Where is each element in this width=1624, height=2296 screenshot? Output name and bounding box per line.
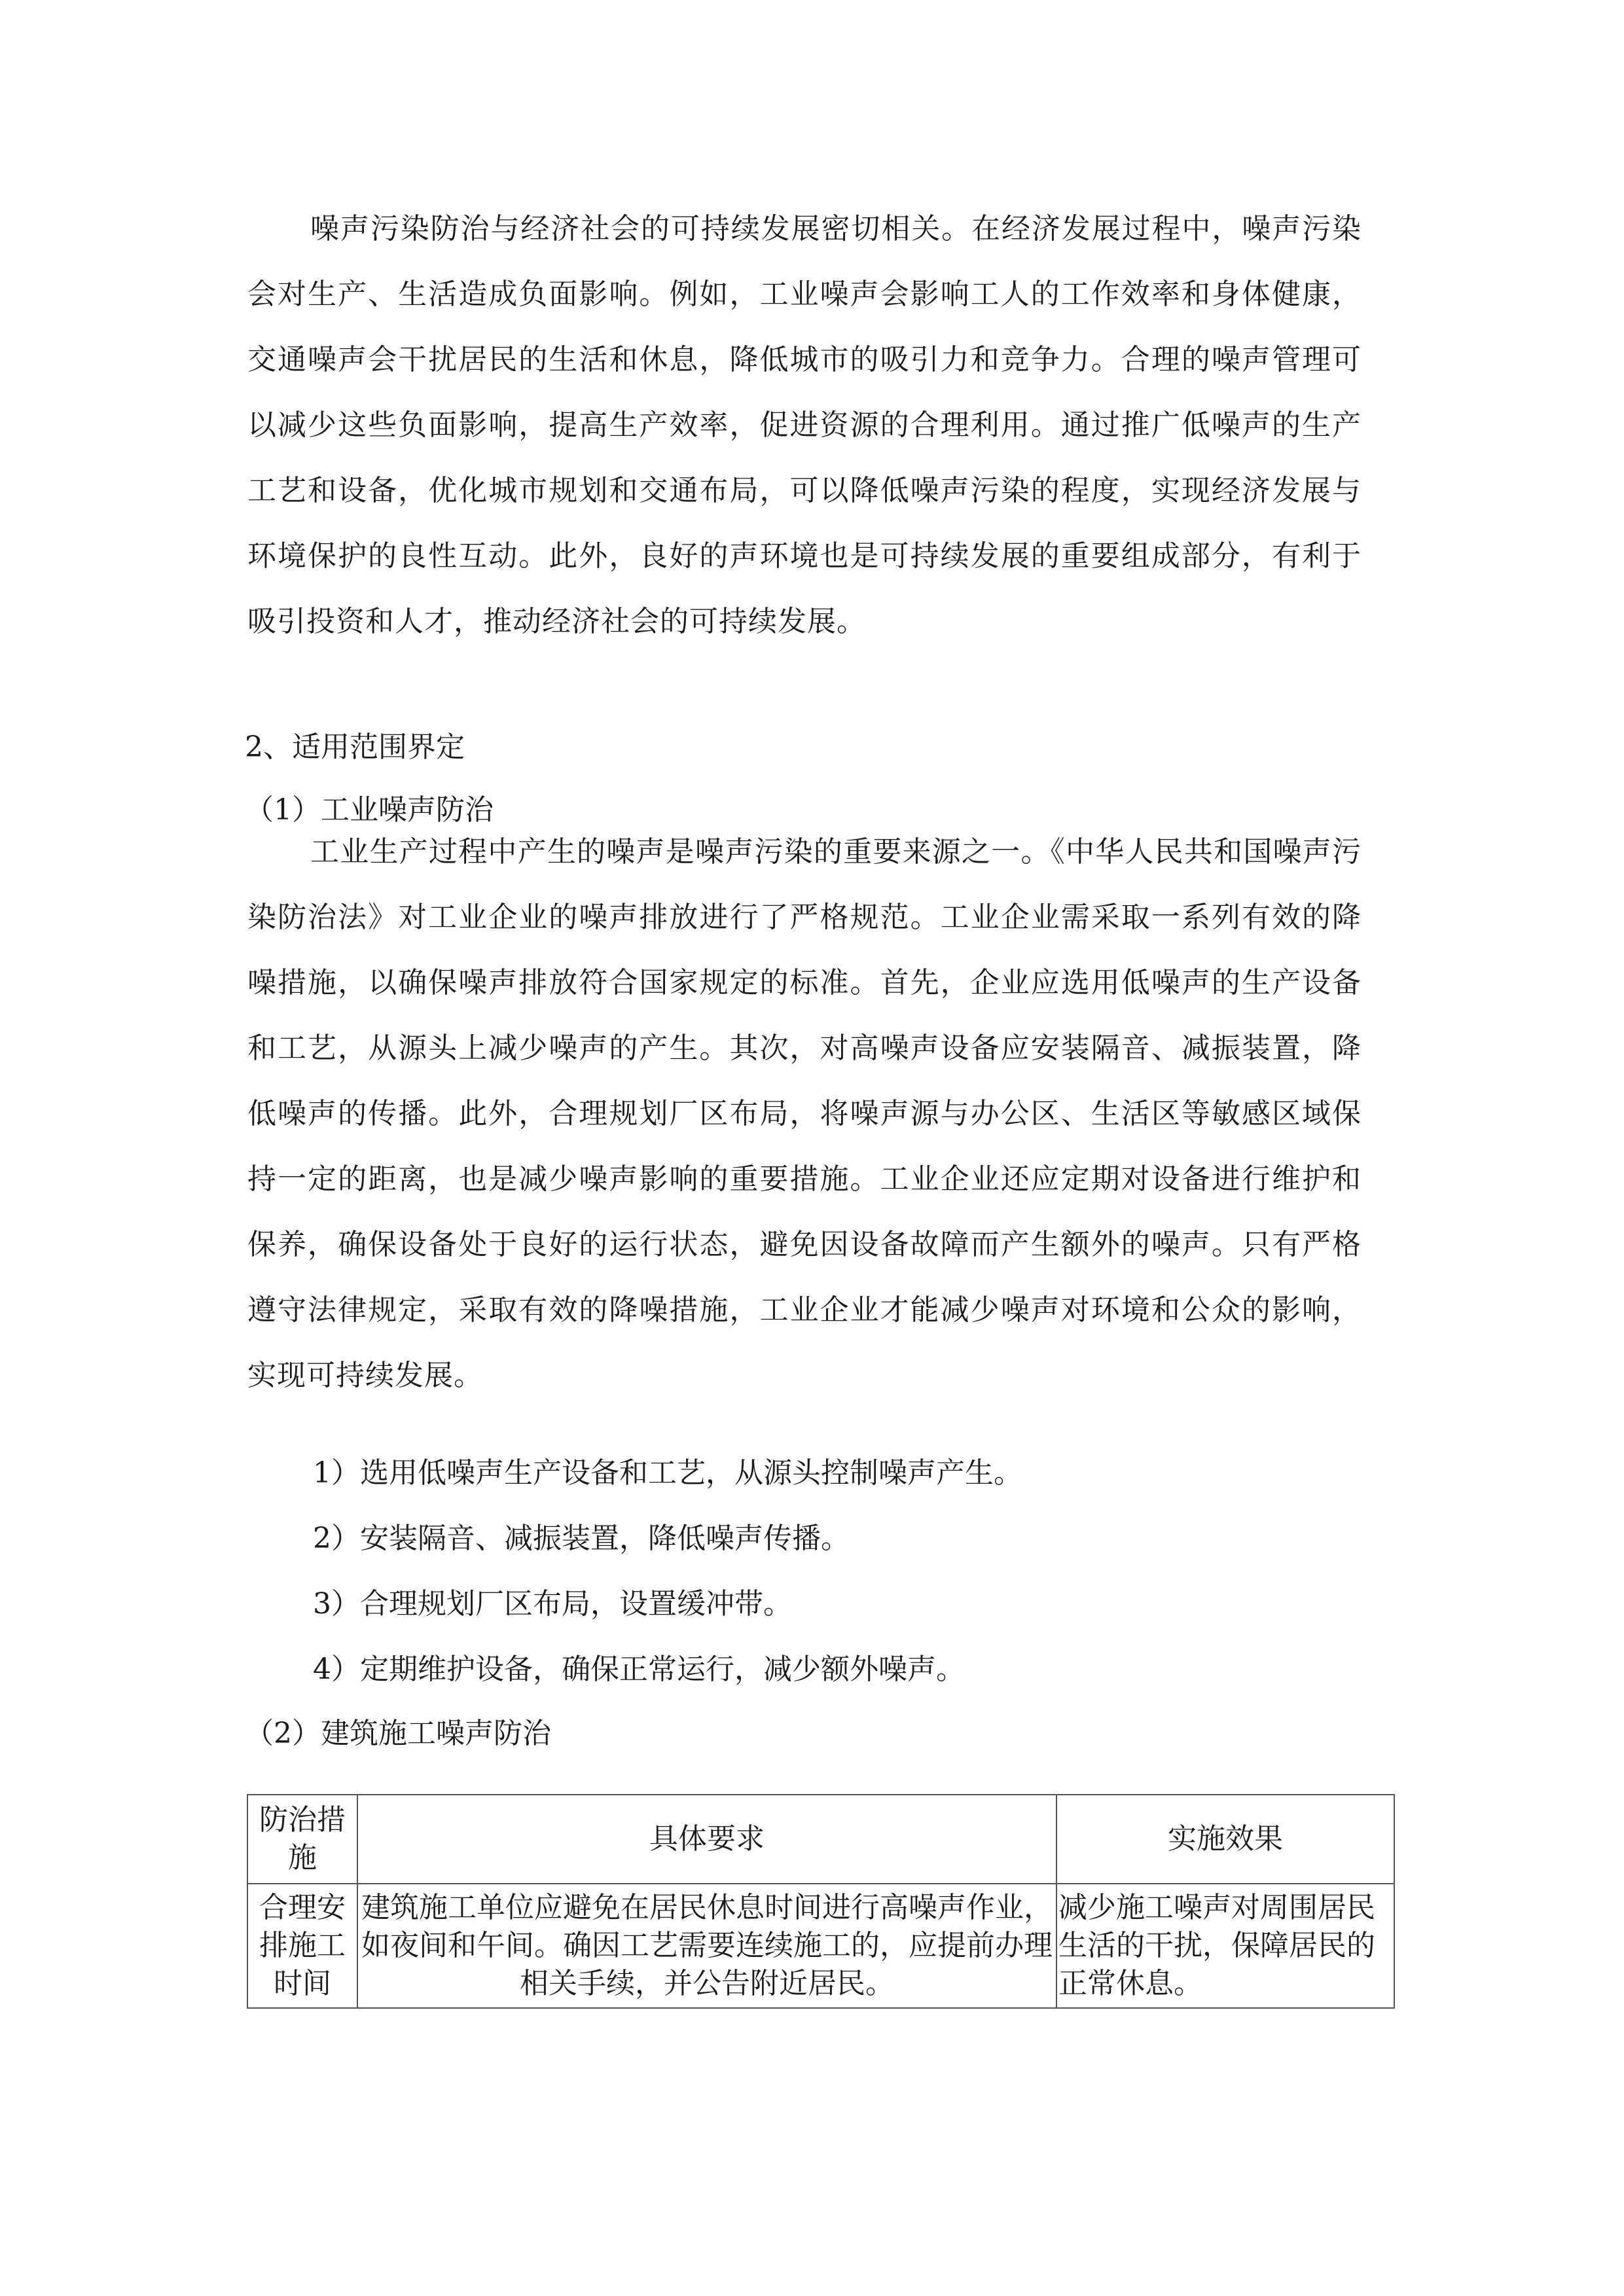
paragraph-intro: 噪声污染防治与经济社会的可持续发展密切相关。在经济发展过程中，噪声污染会对生产、生活造成负面影响。例如，工业噪声会影响工人的工作效率和身体健康，交通噪声会干扰居民的生活和休息，降低城市的吸引力和竞争力。合理的噪声管理可以减少这些负面影响，提高生产效率，促进资源的合理利用。通过推广低噪声的生产工艺和设备，优化城市规划和交通布局，可以降低噪声污染的程度，实现经济发展与环境保护的良性互动。此外，良好的声环境也是可持续发展的重要组成部分，有利于吸引投资和人才，推动经济社会的可持续发展。 (247, 212, 1362, 638)
construction-measures-table (247, 1794, 1395, 2009)
table-header-row (247, 1795, 1394, 1884)
list-item-4: 4）定期维护设备，确保正常运行，减少额外噪声。 (313, 1653, 965, 1686)
list-item-1: 1）选用低噪声生产设备和工艺，从源头控制噪声产生。 (313, 1456, 1022, 1490)
list-item-3: 3）合理规划厂区布局，设置缓冲带。 (313, 1587, 792, 1621)
cell-requirement: 建筑施工单位应避免在居民休息时间进行高噪声作业，如夜间和午间。确因工艺需要连续施工的，应提前办理相关手续，并公告附近居民。 (357, 1884, 1056, 2008)
list-item-2: 2）安装隔音、减振装置，降低噪声传播。 (313, 1522, 850, 1555)
header-requirement: 具体要求 (357, 1795, 1056, 1884)
cell-measure: 合理安排施工时间 (247, 1884, 357, 2008)
heading-construction-noise: （2）建筑施工噪声防治 (245, 1717, 551, 1750)
cell-effect: 减少施工噪声对周围居民生活的干扰，保障居民的正常休息。 (1056, 1884, 1394, 2008)
heading-industrial-noise: （1）工业噪声防治 (245, 793, 494, 827)
heading-scope: 2、适用范围界定 (245, 730, 465, 764)
header-effect: 实施效果 (1056, 1795, 1394, 1884)
paragraph-industrial: 工业生产过程中产生的噪声是噪声污染的重要来源之一。《中华人民共和国噪声污染防治法》对工业企业的噪声排放进行了严格规范。工业企业需采取一系列有效的降噪措施，以确保噪声排放符合国家规定的标准。首先，企业应选用低噪声的生产设备和工艺，从源头上减少噪声的产生。其次，对高噪声设备应安装隔音、减振装置，降低噪声的传播。此外，合理规划厂区布局，将噪声源与办公区、生活区等敏感区域保持一定的距离，也是减少噪声影响的重要措施。工业企业还应定期对设备进行维护和保养，确保设备处于良好的运行状态，避免因设备故障而产生额外的噪声。只有严格遵守法律规定，采取有效的降噪措施，工业企业才能减少噪声对环境和公众的影响，实现可持续发展。 (247, 835, 1362, 1392)
table-row (247, 1884, 1394, 2008)
header-measure: 防治措施 (247, 1795, 357, 1884)
